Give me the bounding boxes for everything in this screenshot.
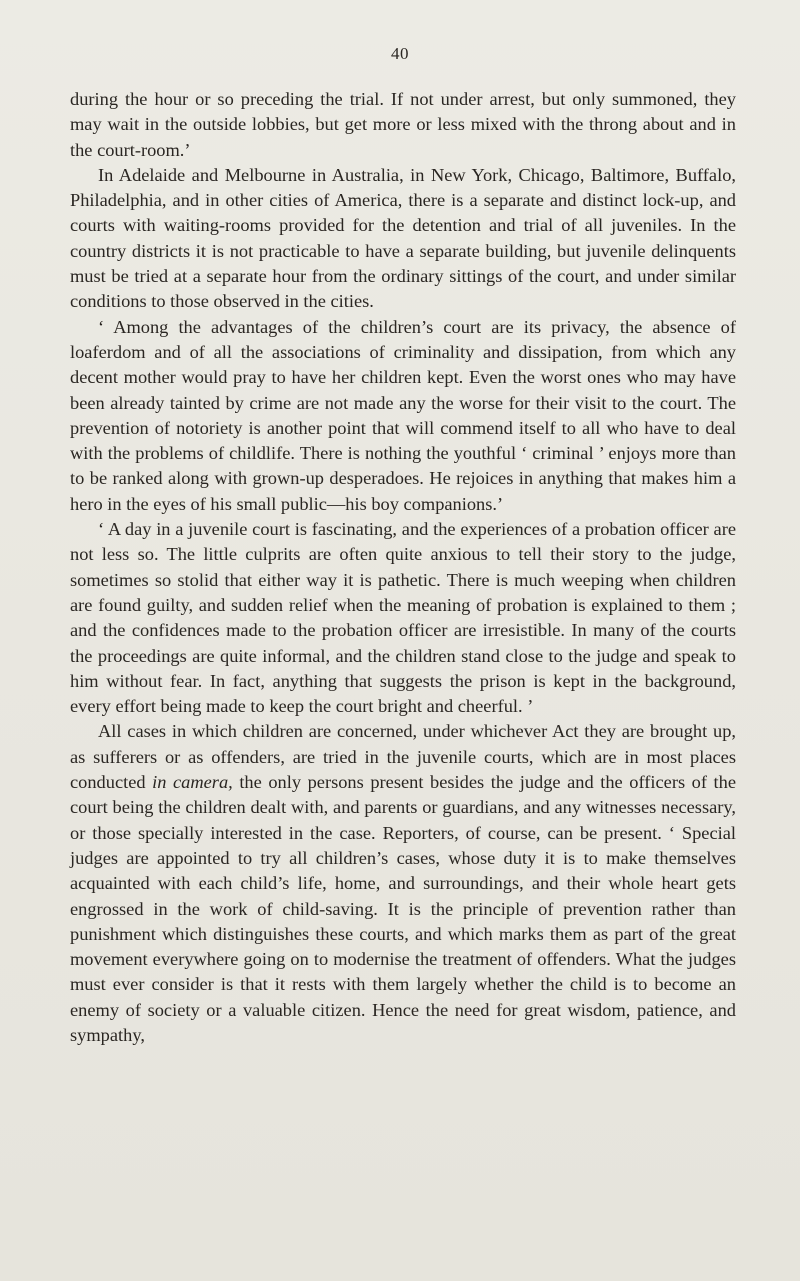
paragraph-continuation: during the hour or so preceding the trial. If not under arrest, but only summoned, they may wait in the outside lobbies, but get more or less mixed with the throng about and in the court-room.’: [70, 89, 736, 160]
body-text: [70, 87, 736, 1048]
paragraph-text-after-italic: the only persons present besides the judge and the officers of the court being the children dealt with, and parents or guardians, and any witnesses necessary, or those specially interested in the case. Reporters, of course, can be present. ‘ Special judges are appointed to try all children’s cases, whose duty it is to make themselves acquainted with each child’s life, home, and surroundings, and their whole heart gets engrossed in the work of child-saving. It is the principle of prevention rather than punishment which distinguishes these courts, and which marks them as part of the great movement everywhere going on to modernise the treatment of offenders. What the judges must ever consider is that it rests with them largely whether the child is to become an enemy of society or a valuable citizen. Hence the need for great wisdom, patience, and sympathy,: [70, 772, 737, 1045]
paragraph-text-before-italic: All cases in which children are concerned, under whichever Act they are brought up, as sufferers or as offenders, are tried in the juvenile courts, which are in most places conducted: [70, 721, 736, 793]
page-number: 40: [391, 44, 409, 63]
paragraph-advantages-quote: ‘ Among the advantages of the children’s court are its privacy, the absence of loaferdom and of all the associations of criminality and dissipation, from which any decent mother would pray to have her children kept. Even the worst ones who may have been already tainted by crime are not made any the worse for their visit to the court. The prevention of notoriety is another point that will commend itself to all who have to deal with the problems of childlife. There is nothing the youthful ‘ criminal ’ enjoys more than to be ranked along with grown-up desperadoes. He rejoices in anything that makes him a hero in the eyes of his small public—his boy companions.’: [70, 316, 736, 514]
italic-phrase: in camera,: [152, 772, 233, 793]
paragraph-cases-in-camera: [70, 719, 736, 1048]
paragraph-juvenile-court-quote: ‘ A day in a juvenile court is fascinating, and the experiences of a probation officer are not less so. The little culprits are often quite anxious to tell their story to the judge, sometimes so stolid that either way it is pathetic. There is much weeping when children are found guilty, and sudden relief when the meaning of probation is explained to them ; and the confidences made to the probation officer are irresistible. In many of the courts the proceedings are quite informal, and the children stand close to the judge and speak to him without fear. In fact, anything that suggests the prison is kept in the background, every effort being made to keep the court bright and cheerful. ’: [70, 519, 736, 717]
paragraph-cities: In Adelaide and Melbourne in Australia, in New York, Chicago, Baltimore, Buffalo, Philadelphia, and in other cities of America, there is a separate and distinct lock-up, and courts with waiting-rooms provided for the detention and trial of all juveniles. In the country districts it is not practicable to have a separate building, but juvenile delinquents must be tried at a separate hour from the ordinary sittings of the court, and under similar conditions to those observed in the cities.: [70, 164, 736, 312]
